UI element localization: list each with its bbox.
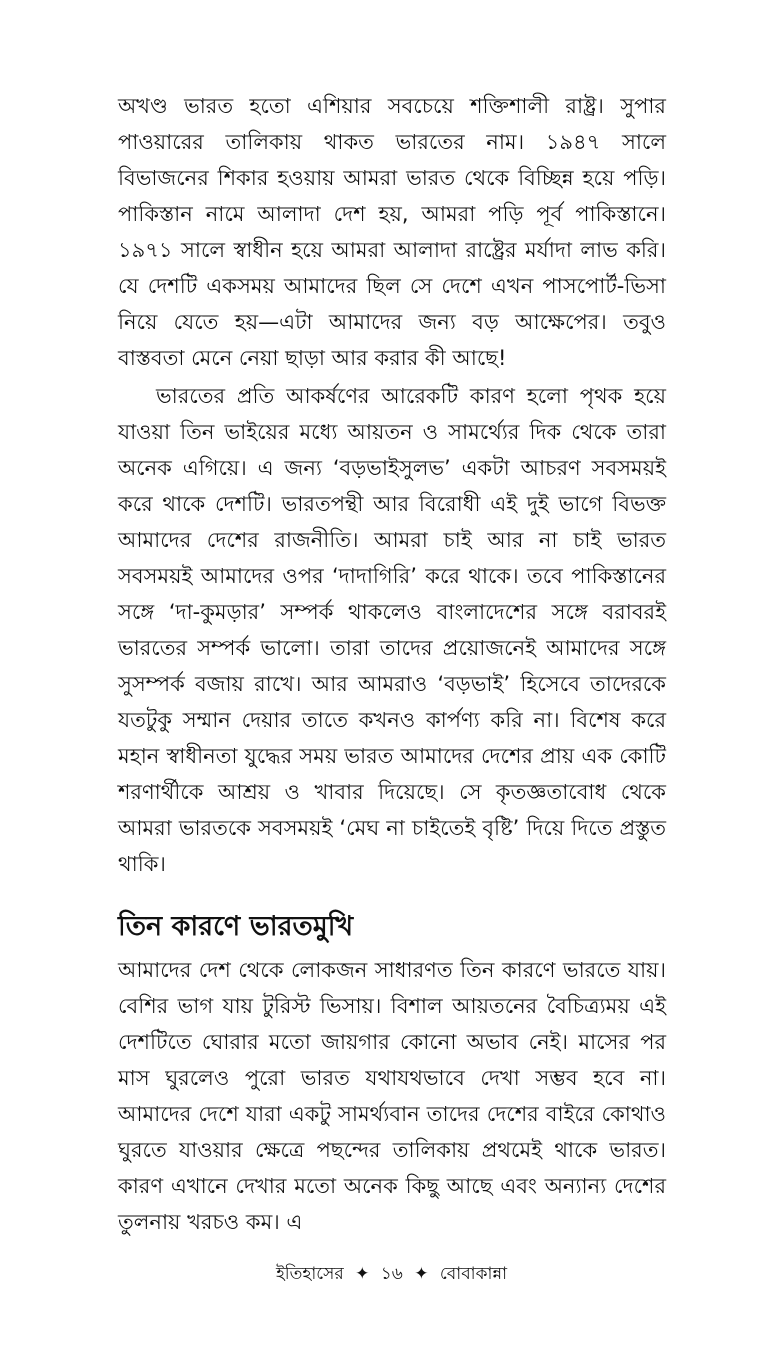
- footer-separator-icon: ✦: [355, 1264, 370, 1284]
- paragraph-1: অখণ্ড ভারত হতো এশিয়ার সবচেয়ে শক্তিশালী রাষ্ট্র। সুপার পাওয়ারের তালিকায় থাকত ভারতের নাম। ১৯৪৭ সালে বিভাজনের শিকার হওয়ায় আমরা ভারত থেকে বিচ্ছিন্ন হয়ে পড়ি। পাকিস্তান নামে আলাদা দেশ হয়, আমরা পড়ি পূর্ব পাকিস্তানে। ১৯৭১ সালে স্বাধীন হয়ে আমরা আলাদা রাষ্ট্রের মর্যাদা লাভ করি। যে দেশটি একসময় আমাদের ছিল সে দেশে এখন পাসপোর্ট-ভিসা নিয়ে যেতে হয়—এটা আমাদের জন্য বড় আক্ষেপের। তবুও বাস্তবতা মেনে নেয়া ছাড়া আর করার কী আছে!: [118, 94, 666, 370]
- page-footer: [0, 1262, 783, 1286]
- footer-separator-icon: ✦: [414, 1264, 429, 1284]
- book-page-body: [118, 88, 666, 1240]
- footer-left-text: ইতিহাসের: [275, 1264, 344, 1284]
- section-paragraph: আমাদের দেশ থেকে লোকজন সাধারণত তিন কারণে ভারতে যায়। বেশির ভাগ যায় টুরিস্ট ভিসায়। বিশাল আয়তনের বৈচিত্র্যময় এই দেশটিতে ঘোরার মতো জায়গার কোনো অভাব নেই। মাসের পর মাস ঘুরলেও পুরো ভারত যথাযথভাবে দেখা সম্ভব হবে না। আমাদের দেশে যারা একটু সামর্থ্যবান তাদের দেশের বাইরে কোথাও ঘুরতে যাওয়ার ক্ষেত্রে পছন্দের তালিকায় প্রথমেই থাকে ভারত। কারণ এখানে দেখার মতো অনেক কিছু আছে এবং অন্যান্য দেশের তুলনায় খরচও কম। এ: [118, 958, 666, 1234]
- footer-page-number: ১৬: [380, 1264, 403, 1284]
- section-heading: তিন কারণে ভারতমুখি: [118, 911, 354, 942]
- footer-right-text: বোবাকান্না: [439, 1264, 508, 1284]
- paragraph-2: ভারতের প্রতি আকর্ষণের আরেকটি কারণ হলো পৃথক হয়ে যাওয়া তিন ভাইয়ের মধ্যে আয়তন ও সামর্থ্যের দিক থেকে তারা অনেক এগিয়ে। এ জন্য ‘বড়ভাইসুলভ’ একটা আচরণ সবসময়ই করে থাকে দেশটি। ভারতপন্থী আর বিরোধী এই দুই ভাগে বিভক্ত আমাদের দেশের রাজনীতি। আমরা চাই আর না চাই ভারত সবসময়ই আমাদের ওপর ‘দাদাগিরি’ করে থাকে। তবে পাকিস্তানের সঙ্গে ‘দা-কুমড়ার’ সম্পর্ক থাকলেও বাংলাদেশের সঙ্গে বরাবরই ভারতের সম্পর্ক ভালো। তারা তাদের প্রয়োজনেই আমাদের সঙ্গে সুসম্পর্ক বজায় রাখে। আর আমরাও ‘বড়ভাই’ হিসেবে তাদেরকে যতটুকু সম্মান দেয়ার তাতে কখনও কার্পণ্য করি না। বিশেষ করে মহান স্বাধীনতা যুদ্ধের সময় ভারত আমাদের দেশের প্রায় এক কোটি শরণার্থীকে আশ্রয় ও খাবার দিয়েছে। সে কৃতজ্ঞতাবোধ থেকে আমরা ভারতকে সবসময়ই ‘মেঘ না চাইতেই বৃষ্টি’ দিয়ে দিতে প্রস্তুত থাকি।: [118, 384, 666, 876]
